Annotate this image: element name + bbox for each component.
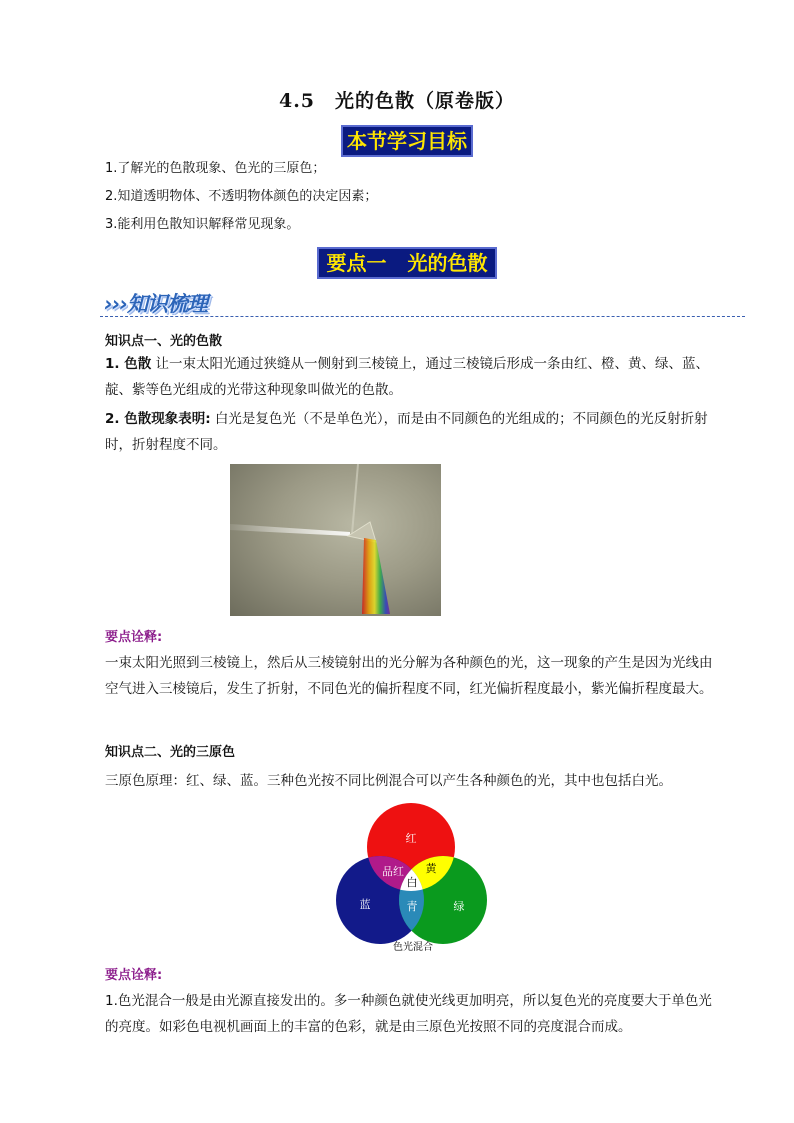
label-yellow: 黄 bbox=[425, 862, 437, 875]
objective-item: 1.了解光的色散现象、色光的三原色； bbox=[105, 161, 326, 176]
rgb-color-mixing-diagram bbox=[335, 800, 487, 952]
kp1-item2 bbox=[105, 406, 725, 458]
kp1-note-text: 一束太阳光照到三棱镜上，然后从三棱镜射出的光分解为各种颜色的光，这一现象的产生是因为光线由空气进入三棱镜后，发生了折射，不同色光的偏折程度不同，红光偏折程度最小，紫光偏折程度最大。 bbox=[105, 655, 713, 697]
label-cyan: 青 bbox=[406, 900, 418, 913]
kp1-item1 bbox=[105, 351, 725, 403]
section1-banner: 要点一 光的色散 bbox=[317, 247, 497, 279]
kp1-note-label: 要点诠释: bbox=[105, 630, 163, 645]
kp1-item2-label: 2. 色散现象表明: bbox=[105, 411, 211, 427]
kp1-item1-label: 1. 色散 bbox=[105, 356, 152, 372]
kp2-heading: 知识点二、光的三原色 bbox=[105, 745, 236, 760]
label-blue: 蓝 bbox=[359, 898, 371, 911]
kp2-note-text: 1.色光混合一般是由光源直接发出的。多一种颜色就使光线更加明亮，所以复色光的亮度要大于单色光的亮度。如彩色电视机画面上的丰富的色彩，就是由三原色光按照不同的亮度混合而成。 bbox=[105, 993, 712, 1035]
label-white: 白 bbox=[406, 876, 418, 889]
page-title: 4.5 光的色散（原卷版） bbox=[278, 90, 516, 112]
section-header-text: ›››知识梳理 bbox=[104, 292, 207, 316]
triple-arrow-icon: ››› bbox=[104, 292, 127, 316]
knowledge-summary-header bbox=[100, 286, 745, 320]
label-red: 红 bbox=[405, 832, 417, 845]
kp1-item2-text: 白光是复色光（不是单色光），而是由不同颜色的光组成的；不同颜色的光反射折射时，折射程度不同。 bbox=[105, 411, 708, 453]
prism-dispersion-photo bbox=[230, 464, 441, 616]
kp1-heading: 知识点一、光的色散 bbox=[105, 334, 223, 349]
objective-item: 3.能利用色散知识解释常见现象。 bbox=[105, 217, 300, 232]
kp2-note-label: 要点诠释: bbox=[105, 968, 163, 983]
objectives-banner: 本节学习目标 bbox=[341, 125, 473, 157]
kp1-item1-text: 让一束太阳光通过狭缝从一侧射到三棱镜上，通过三棱镜后形成一条由红、橙、黄、绿、蓝、靛、紫等色光组成的光带这种现象叫做光的色散。 bbox=[105, 356, 710, 398]
dashed-divider bbox=[100, 316, 745, 317]
label-green: 绿 bbox=[453, 900, 465, 913]
figure-caption: 色光混合 bbox=[393, 942, 433, 952]
label-magenta: 品红 bbox=[382, 865, 404, 878]
objective-item: 2.知道透明物体、不透明物体颜色的决定因素； bbox=[105, 189, 378, 204]
kp2-principle: 三原色原理：红、绿、蓝。三种色光按不同比例混合可以产生各种颜色的光，其中也包括白光。 bbox=[105, 773, 672, 789]
